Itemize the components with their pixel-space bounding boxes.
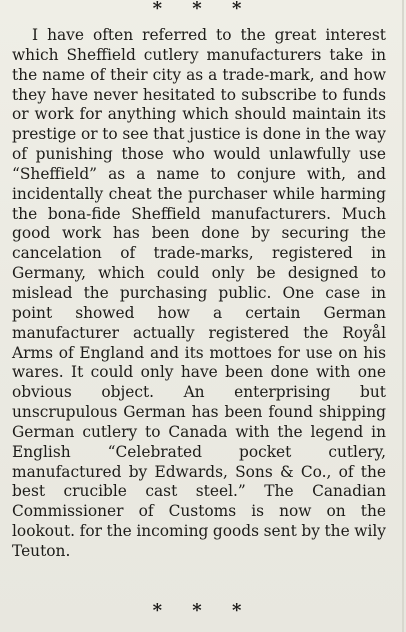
section-separator-bottom: * * * — [152, 600, 254, 621]
page-edge — [402, 0, 404, 632]
article-paragraph: I have often referred to the great interest which Sheffield cutlery manufacturers take in the name of their city as a trade-mark, and how they have never hesitated to subscribe to funds or work for anything which should maintain its prestige or to see that justice is done in the way of punishing those who would unlawfully use “Sheffield” as a name to conjure with, and incidentally cheat the purchaser while harming the bona-fide Sheffield manufacturers. Much good work has been done by securing the cancelation of trade-marks, registered in Germany, which could only be designed to mislead the purchasing public. One case in point showed how a certain German manufacturer actually registered the Royål Arms of England and its mottoes for use on his wares. It could only have been done with one obvious object. An enterprising but unscrupulous German has been found shipping German cutlery to Canada with the legend in English “Celebrated pocket cutlery, manufactured by Edwards, Sons & Co., of the best crucible cast steel.” The Canadian Commissioner of Customs is now on the lookout. for the incoming goods sent by the wily Teuton. — [12, 26, 386, 560]
section-separator-top: * * * — [152, 0, 254, 19]
